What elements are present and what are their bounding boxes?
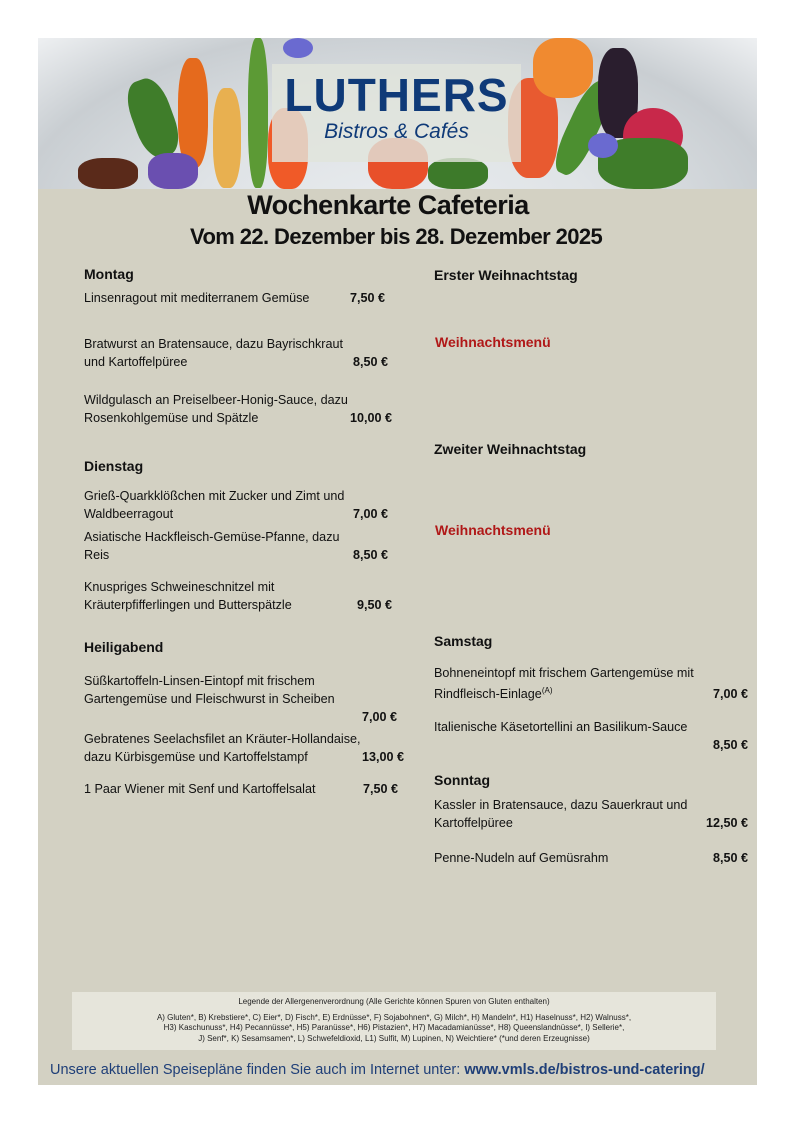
dish-price: 8,50 € [712,738,748,752]
day-heading: Heiligabend [84,639,164,655]
dish-description-line: Wildgulasch an Preiselbeer-Honig-Sauce, dazu [84,393,348,407]
menu-item [434,664,748,703]
dish-description-line: dazu Kürbisgemüse und Kartoffelstampf [84,750,308,764]
allergen-legend [72,992,716,1050]
menu-item [84,289,385,307]
special-menu-label: Weihnachtsmenü [435,334,551,350]
day-heading: Dienstag [84,458,144,474]
legend-line: H3) Kaschunuss*, H4) Pecannüsse*, H5) Paranüsse*, H6) Pistazien*, H7) Macadamianüsse*, H8) Queenslandnüsse*, I) Sellerie*, [163,1023,625,1032]
dish-price: 7,00 € [361,710,397,724]
day-heading: Erster Weihnachtstag [434,267,578,283]
dish-description-line: Italienische Käsetortellini an Basilikum-Sauce [434,720,688,734]
dish-price: 7,00 € [352,507,388,521]
allergen-marker: (A) [541,686,553,695]
dish-description-line: Linsenragout mit mediterranem Gemüse [84,291,310,305]
day-heading: Montag [84,266,134,282]
dish-description-line: Bohneneintopf mit frischem Gartengemüse mit [434,666,694,680]
dish-price: 12,50 € [705,816,748,830]
dish-description-line: Penne-Nudeln auf Gemüsrahm [434,851,609,865]
dish-price: 8,50 € [352,355,388,369]
menu-item [84,528,388,564]
brand-logo [272,64,521,162]
dish-description-line: Grieß-Quarkklößchen mit Zucker und Zimt und [84,489,345,503]
logo-main-text: LUTHERS [284,69,509,121]
dish-description-line: Kartoffelpüree [434,816,513,830]
menu-item [84,335,388,371]
day-heading: Sonntag [434,772,490,788]
date-range: Vom 22. Dezember bis 28. Dezember 2025 [190,224,603,249]
dish-description-line: Knuspriges Schweineschnitzel mit [84,580,275,594]
dish-price: 10,00 € [349,411,392,425]
dish-price: 8,50 € [352,548,388,562]
legend-title: Legende der Allergenenverordnung (Alle Gerichte können Spuren von Gluten enthalten) [238,997,550,1006]
page-title: Wochenkarte Cafeteria [247,190,529,220]
dish-description-line: Rosenkohlgemüse und Spätzle [84,411,259,425]
menu-item [434,796,748,832]
legend-line: J) Senf*, K) Sesamsamen*, L) Schwefeldioxid, L1) Sulfit, M) Lupinen, N) Weichtiere* (*und deren Erzeugnisse) [198,1033,590,1043]
dish-description-line: Süßkartoffeln-Linsen-Eintopf mit frischem [84,674,315,688]
dish-description-line: Waldbeerragout [84,507,174,521]
special-menu-label: Weihnachtsmenü [435,522,551,538]
menu-item [84,391,392,427]
menu-item [84,672,397,726]
menu-item [434,718,748,754]
website-link[interactable]: www.vmls.de/bistros-und-catering/ [464,1062,705,1078]
day-heading: Samstag [434,633,493,649]
legend-line: A) Gluten*, B) Krebstiere*, C) Eier*, D) Fisch*, E) Erdnüsse*, F) Sojabohnen*, G) Milch*, H) Mandeln*, H1) Haselnuss*, H2) Walnuss*, [156,1012,632,1022]
dish-description-line: Gebratenes Seelachsfilet an Kräuter-Hollandaise, [84,732,361,746]
menu-item [84,780,398,798]
dish-description-line [84,708,397,726]
dish-description-line: 1 Paar Wiener mit Senf und Kartoffelsalat [84,782,316,796]
dish-description-line: Rindfleisch-Einlage$^{(A)}$ [434,686,553,702]
day-heading: Zweiter Weihnachtstag [434,441,587,457]
menu-item [84,578,392,614]
dish-price: 9,50 € [356,598,392,612]
logo-sub-text: Bistros & Cafés [324,120,469,143]
dish-price: 7,50 € [349,291,385,305]
footer-text: Unsere aktuellen Speisepläne finden Sie auch im Internet unter: [50,1062,465,1078]
dish-price: 7,50 € [362,782,398,796]
dish-description-line: Reis [84,548,110,562]
dish-price: 13,00 € [361,750,404,764]
footer-note [50,1062,705,1078]
dish-price: 7,00 € [712,687,748,702]
dish-description-line: Asiatische Hackfleisch-Gemüse-Pfanne, dazu [84,530,340,544]
dish-description-line: Kassler in Bratensauce, dazu Sauerkraut und [434,798,688,812]
menu-item [84,487,388,523]
dish-description-line: Gartengemüse und Fleischwurst in Scheiben [84,692,335,706]
dish-description-line: und Kartoffelpüree [84,355,188,369]
menu-item [434,849,748,867]
dish-description-line: Kräuterpfifferlingen und Butterspätzle [84,598,292,612]
dish-description-line: Bratwurst an Bratensauce, dazu Bayrischkraut [84,337,343,351]
menu-item [84,730,404,766]
dish-description-line [434,736,748,754]
dish-price: 8,50 € [712,851,748,865]
